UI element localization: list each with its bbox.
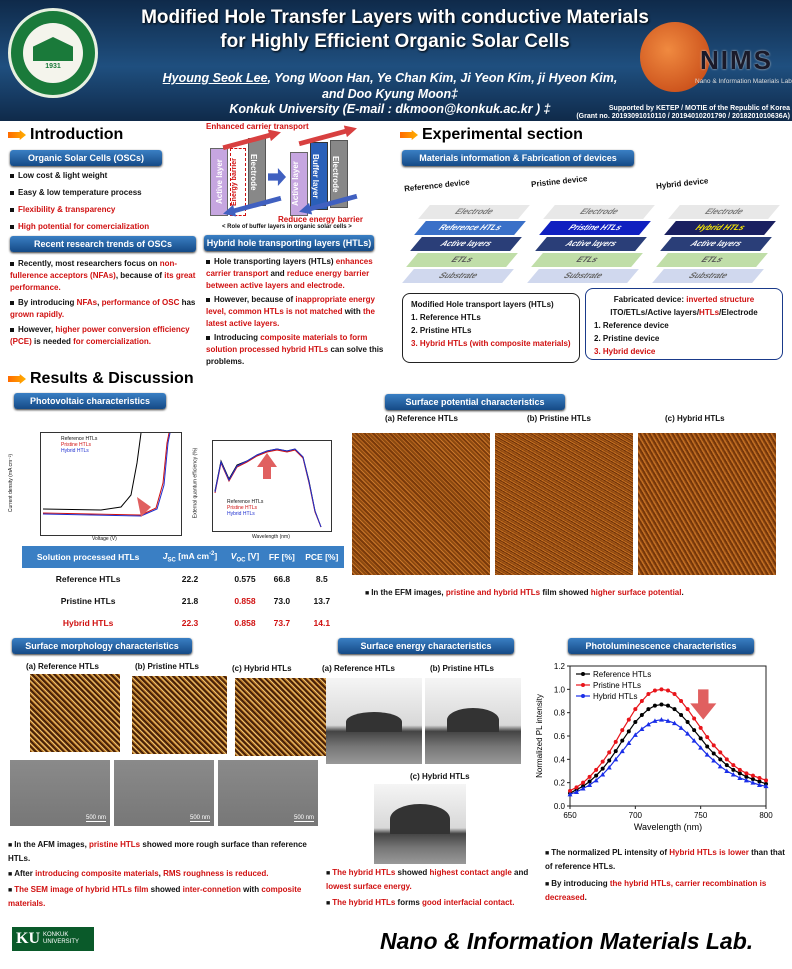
pl-point (731, 763, 735, 767)
pl-point (699, 726, 703, 730)
merge-arrow-icon (268, 168, 286, 186)
trends-pill: Recent research trends of OSCs (10, 236, 196, 252)
diag-energy-barrier: Energy barrier (230, 148, 246, 216)
jv-curve-plot (40, 432, 182, 536)
layer-etl: ETLs (656, 253, 768, 267)
eqe-plot (212, 440, 332, 532)
sem-image-ref: 500 nm (10, 760, 110, 826)
pl-legend-marker (581, 694, 585, 698)
affiliation: Konkuk University (E-mail : dkmoon@konkuk.ac.kr ) ‡ (229, 102, 551, 116)
pl-point (699, 736, 703, 740)
pl-point (614, 740, 618, 744)
pl-point (653, 689, 657, 693)
y-tick-label: 1.0 (553, 685, 565, 695)
htl-list: Hole transporting layers (HTLs) enhances carrier transport and reduce energy barrier between active layers and electrode. However, because of inappropriate energy level, common HTLs is not matched with the latest active layers. Introducing composite materials to form solution processed hybrid HTLs can solve this problems. (206, 257, 384, 366)
jv-ylabel: Current density (mA cm⁻²) (8, 453, 15, 513)
pl-point (686, 707, 690, 711)
pl-pill: Photoluminescence characteristics (568, 638, 754, 654)
pl-point (757, 776, 761, 780)
device-label: Reference device (403, 177, 471, 194)
pl-point (653, 704, 657, 708)
diag-active-layer-right: Active layer (290, 152, 308, 216)
layer-htl: Hybrid HTLs (664, 221, 776, 235)
layer-electrode: Electrode (668, 205, 780, 219)
diag-bottom-label: Reduce energy barrier (278, 215, 363, 224)
y-tick-label: 0.4 (553, 755, 565, 765)
pl-point (646, 722, 651, 727)
layer-electrode: Electrode (543, 205, 655, 219)
pl-point (686, 720, 690, 724)
pl-point (614, 749, 618, 753)
pl-point (705, 735, 709, 739)
buffer-layer-diagram (202, 120, 380, 232)
arrow-icon (8, 374, 26, 384)
pl-point (673, 692, 677, 696)
y-tick-label: 1.2 (553, 662, 565, 671)
contact-angle-image-ref (326, 678, 422, 764)
afm-image-pri (132, 676, 227, 754)
eqe-legend-ref: Reference HTLs (227, 499, 264, 505)
pl-point (646, 707, 650, 711)
pl-legend-label: Pristine HTLs (593, 681, 642, 690)
layer-htl: Reference HTLs (414, 221, 526, 235)
layer-active: Active layers (410, 237, 522, 251)
pl-point (705, 745, 709, 749)
diag-caption: < Role of buffer layers in organic solar cells > (222, 224, 352, 230)
efm-image-hyb (638, 433, 776, 575)
pl-point (620, 728, 624, 732)
pl-point (712, 752, 716, 756)
down-arrow-icon (690, 689, 716, 719)
sp-label-hyb: (c) Hybrid HTLs (665, 414, 725, 423)
sp-pill: Surface potential characteristics (385, 394, 565, 410)
pl-point (692, 717, 696, 721)
pv-pill: Photovoltaic characteristics (14, 393, 166, 409)
device-pristine (525, 175, 655, 285)
pl-point (692, 728, 696, 732)
efm-image-pri (495, 433, 633, 575)
exp-pill: Materials information & Fabrication of devices (402, 150, 634, 166)
pl-point (679, 699, 683, 703)
sm-notes: ■ In the AFM images, pristine HTLs showed more rough surface than reference HTLs. ■ After introducing composite materials, RMS roughness is reduced. ■ The SEM image of hybrid HTLs film showed inter-connetion with composite materials. (8, 838, 320, 911)
pl-point (627, 718, 631, 722)
sp-label-ref: (a) Reference HTLs (385, 414, 458, 423)
layer-substrate: Substrate (527, 269, 639, 283)
pl-point (601, 760, 605, 764)
jv-xlabel: Voltage (V) (92, 536, 117, 542)
diag-active-layer-left: Active layer (210, 148, 228, 216)
afm-image-hyb (235, 678, 330, 756)
pl-point (712, 743, 716, 747)
pl-notes: ■ The normalized PL intensity of Hybrid HTLs is lower than that of reference HTLs. ■ By introducing the hybrid HTLs, carrier recombination is decreased. (545, 846, 785, 905)
diag-electrode-left: Electrode (248, 138, 266, 206)
pl-point (679, 713, 683, 717)
layer-substrate: Substrate (652, 269, 764, 283)
table-row: Reference HTLs 22.2 0.575 66.8 8.5 (55, 574, 328, 584)
poster-header (0, 0, 792, 121)
afm-image-ref (30, 674, 120, 752)
layer-htl: Pristine HTLs (539, 221, 651, 235)
trends-list: Recently, most researchers focus on non-fullerence acceptors (NFAs), because of its great performance. By introducing NFAs, performance of OSC has grown rapidly. However, higher power conversion efficiency (PCE) is needed for comercialization. (10, 259, 196, 346)
pl-point (607, 759, 611, 763)
pl-point (607, 750, 611, 754)
arrow-icon (8, 130, 26, 140)
pl-series-line (570, 705, 766, 794)
pl-point (659, 703, 663, 707)
pl-legend-label: Reference HTLs (593, 670, 652, 679)
pl-point (581, 781, 585, 785)
pl-point (601, 767, 605, 771)
osc-list: Low cost & light weight Easy & low temperature process Flexibility & transparency High potential for comercialization (10, 170, 200, 234)
pl-point (640, 713, 644, 717)
x-axis-label: Wavelength (nm) (633, 822, 703, 832)
pl-point (633, 707, 637, 711)
nims-logo-sub: Nano & Information Materials Lab (695, 78, 792, 85)
diag-top-label: Enhanced carrier transport (206, 122, 309, 131)
htl-types-box: Modified Hole transport layers (HTLs) 1. Reference HTLs 2. Pristine HTLs 3. Hybrid HTLs (with composite materials) (402, 293, 580, 363)
pl-series-line (570, 720, 766, 795)
x-tick-label: 700 (628, 811, 643, 820)
htl-pill: Hybrid hole transporting layers (HTLs) (204, 235, 374, 251)
sm-pill: Surface morphology characteristics (12, 638, 192, 654)
author-list: Hyoung Seok Lee, Yong Woon Han, Ye Chan Kim, Ji Yeon Kim, ji Hyeon Kim, and Doo Kyung Moon‡ (162, 71, 618, 101)
fabricated-device-box: Fabricated device: inverted structure ITO/ETLs/Active layers/HTLs/Electrode 1. Reference device 2. Pristine device 3. Hybrid device (585, 288, 783, 360)
layer-etl: ETLs (531, 253, 643, 267)
pl-point (744, 771, 748, 775)
sp-note: ■ In the EFM images, pristine and hybrid HTLs film showed higher surface potential. (365, 587, 785, 600)
se-pill: Surface energy characteristics (338, 638, 514, 654)
se-notes: ■ The hybrid HTLs showed highest contact angle and lowest surface energy. ■ The hybrid HTLs forms good interfacial contact. (326, 866, 540, 911)
jv-legend-hyb: Hybrid HTLs (61, 448, 89, 454)
konkuk-seal-year: 1931 (45, 63, 61, 70)
pl-point (725, 763, 729, 767)
konkuk-footer-logo: KU KONKUK UNIVERSITY (12, 927, 94, 951)
poster-title: Modified Hole Transfer Layers with conductive Materials for Highly Efficient Organic Solar Cells (141, 7, 649, 52)
pl-point (673, 707, 677, 711)
arrow-icon (400, 130, 418, 140)
eqe-svg (213, 441, 331, 531)
pv-table (22, 546, 344, 634)
pl-point (764, 778, 768, 782)
efm-image-ref (352, 433, 490, 575)
pl-legend-marker (581, 672, 585, 676)
pl-point (594, 768, 598, 772)
pl-point (640, 699, 644, 703)
pl-point (718, 750, 722, 754)
x-tick-label: 750 (693, 811, 708, 820)
pl-legend-label: Hybrid HTLs (593, 692, 638, 701)
y-tick-label: 0.8 (553, 708, 565, 718)
diag-electrode-right: Electrode (330, 140, 348, 208)
eqe-legend-hyb: Hybrid HTLs (227, 511, 255, 517)
y-tick-label: 0.6 (553, 732, 565, 741)
se-label-ref: (a) Reference HTLs (322, 664, 395, 673)
pl-point (725, 757, 729, 761)
exp-heading: Experimental section (400, 126, 583, 144)
pl-point (731, 768, 735, 772)
pl-point (738, 768, 742, 772)
th-pce: PCE [%] (300, 546, 344, 568)
results-heading: Results & Discussion (8, 370, 194, 388)
sm-label-pri: (b) Pristine HTLs (135, 662, 200, 671)
diag-buffer-layer: Buffer layer (310, 142, 328, 210)
sp-label-pri: (b) Pristine HTLs (527, 414, 592, 423)
device-label: Pristine device (530, 174, 588, 189)
pl-point (627, 729, 631, 733)
device-label: Hybrid device (655, 176, 709, 191)
contact-angle-image-pri (425, 678, 521, 764)
pl-point (646, 692, 650, 696)
pl-chart (530, 658, 780, 840)
th-ff: FF [%] (264, 546, 299, 568)
sem-image-hyb: 500 nm (218, 760, 318, 826)
device-hybrid (650, 175, 780, 285)
layer-substrate: Substrate (402, 269, 514, 283)
lab-name-footer: Nano & Information Materials Lab. (380, 928, 754, 954)
pl-point (738, 771, 742, 775)
th-jsc: $J_{SC}$ [mA $cm^{-2}$] (154, 546, 226, 568)
pv-table-header (22, 546, 344, 568)
pl-point (575, 785, 579, 789)
y-tick-label: 0.2 (553, 778, 565, 788)
pl-point (718, 757, 722, 761)
se-label-pri: (b) Pristine HTLs (430, 664, 495, 673)
funding-note: Supported by KETEP / MOTIE of the Republic of Korea (Grant no. 20193091010110 / 20194010201790 / 2018201010636A) (576, 105, 790, 120)
th-voc: $V_{OC}$ [V] (226, 546, 264, 568)
intro-heading: Introduction (8, 126, 123, 144)
pl-point (633, 720, 637, 724)
pl-point (659, 687, 663, 691)
device-reference (400, 175, 530, 285)
pl-point (666, 689, 670, 693)
x-tick-label: 800 (759, 811, 773, 820)
osc-pill: Organic Solar Cells (OSCs) (10, 150, 162, 166)
th-htls: Solution processed HTLs (22, 546, 154, 568)
y-tick-label: 0.0 (553, 802, 565, 811)
nims-logo-text: NIMS (700, 45, 773, 75)
sm-label-hyb: (c) Hybrid HTLs (232, 664, 292, 673)
x-tick-label: 650 (563, 811, 577, 820)
contact-angle-image-hyb (374, 784, 466, 864)
pl-point (666, 704, 670, 708)
table-row: Pristine HTLs 21.8 0.858 73.0 13.7 (60, 596, 331, 606)
pl-point (588, 775, 592, 779)
layer-active: Active layers (535, 237, 647, 251)
eqe-xlabel: Wavelength (nm) (252, 534, 290, 540)
konkuk-seal-logo (8, 8, 98, 98)
sm-label-ref: (a) Reference HTLs (26, 662, 99, 671)
layer-etl: ETLs (406, 253, 518, 267)
pl-point (594, 774, 598, 778)
pl-point (737, 776, 742, 781)
layer-active: Active layers (660, 237, 772, 251)
jv-legend-ref: Reference HTLs (61, 436, 98, 442)
pl-legend-marker (581, 683, 585, 687)
eqe-ylabel: External quantum efficiency (%) (192, 447, 199, 519)
eqe-legend-pri: Pristine HTLs (227, 505, 258, 511)
layer-electrode: Electrode (418, 205, 530, 219)
pl-point (620, 739, 624, 743)
sem-image-pri: 500 nm (114, 760, 214, 826)
table-row: Hybrid HTLs 22.3 0.858 73.7 14.1 (62, 618, 331, 628)
y-axis-label: Normalized PL intensity (535, 694, 544, 778)
pl-point (751, 774, 755, 778)
se-label-hyb: (c) Hybrid HTLs (410, 772, 470, 781)
jv-legend-pri: Pristine HTLs (61, 442, 92, 448)
